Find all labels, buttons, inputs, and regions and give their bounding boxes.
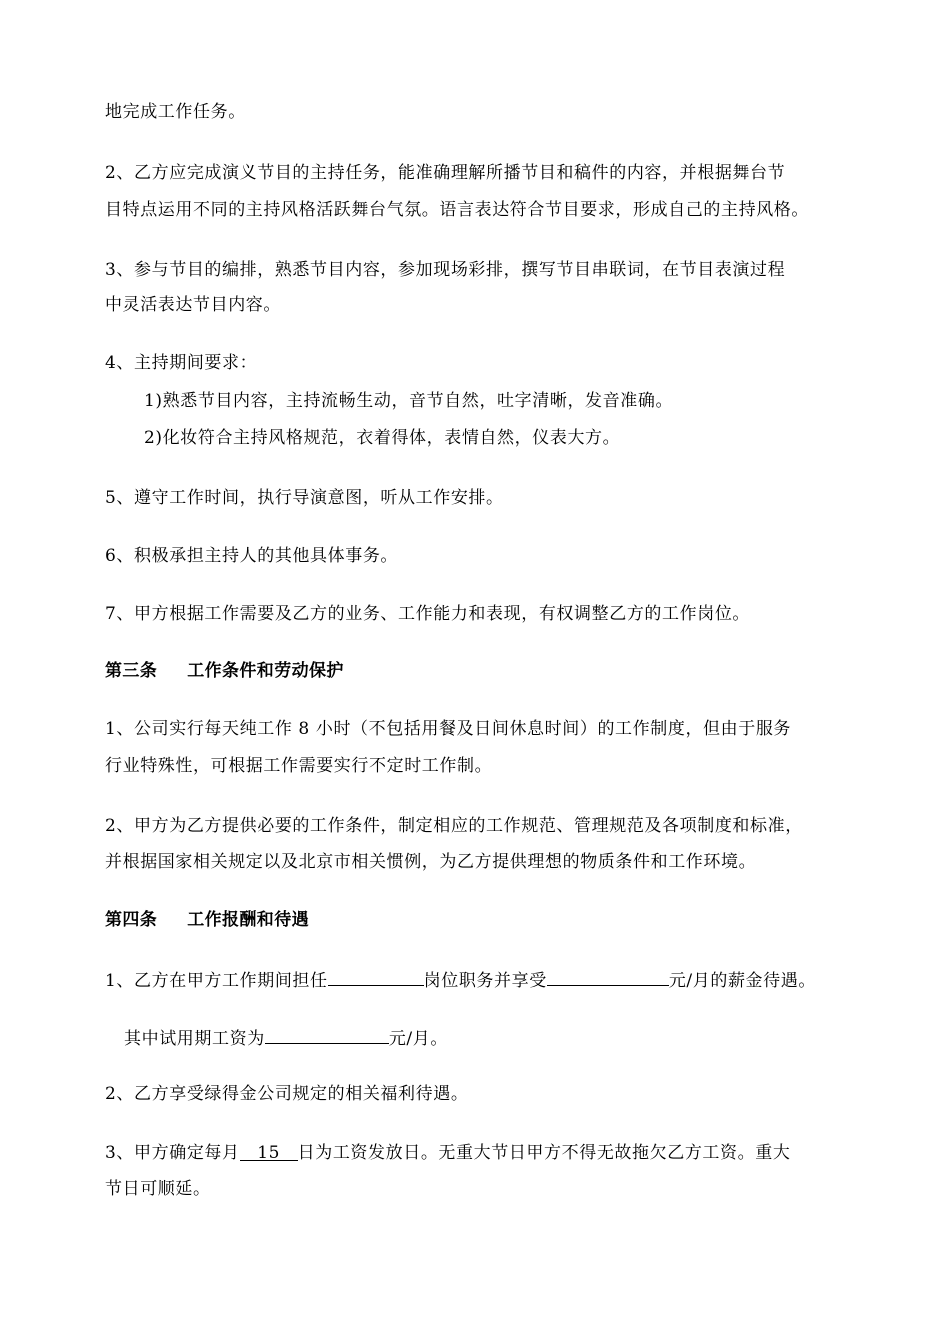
paragraph-line: 地完成工作任务。 <box>105 102 246 122</box>
salary-line <box>105 967 816 992</box>
section-3-number: 第三条 <box>105 661 158 681</box>
clause-2-line-2: 目特点运用不同的主持风格活跃舞台气氛。语言表达符合节目要求，形成自己的主持风格。 <box>105 200 809 220</box>
salary-amount-blank[interactable] <box>547 967 669 986</box>
payday-blank[interactable]: 15 <box>240 1142 298 1161</box>
section-3-title: 工作条件和劳动保护 <box>187 661 344 681</box>
section-3-clause-2-line-1: 2、甲方为乙方提供必要的工作条件，制定相应的工作规范、管理规范及各项制度和标准， <box>105 816 803 836</box>
probation-amount-blank[interactable] <box>265 1025 389 1044</box>
payday-line-2: 节日可顺延。 <box>105 1179 211 1199</box>
section-3-clause-1-line-2: 行业特殊性，可根据工作需要实行不定时工作制。 <box>105 756 493 776</box>
salary-text-2: 岗位职务并享受 <box>423 971 547 991</box>
clause-4-item-1: 1)熟悉节目内容，主持流畅生动，音节自然，吐字清晰，发音准确。 <box>144 391 674 411</box>
salary-text-1: 1、乙方在甲方工作期间担任 <box>105 971 328 991</box>
clause-3-line-2: 中灵活表达节目内容。 <box>105 295 281 315</box>
probation-text-1: 其中试用期工资为 <box>124 1029 265 1049</box>
clause-4-item-2: 2)化妆符合主持风格规范，衣着得体，表情自然，仪表大方。 <box>144 428 621 448</box>
benefits-line: 2、乙方享受绿得金公司规定的相关福利待遇。 <box>105 1084 469 1104</box>
probation-salary-line <box>124 1025 448 1050</box>
probation-text-2: 元/月。 <box>388 1029 448 1049</box>
clause-3-line-1: 3、参与节目的编排，熟悉节目内容，参加现场彩排，撰写节目串联词，在节目表演过程 <box>105 260 786 280</box>
section-3-clause-1-line-1: 1、公司实行每天纯工作 8 小时（不包括用餐及日间休息时间）的工作制度，但由于服务 <box>105 719 792 739</box>
clause-6: 6、积极承担主持人的其他具体事务。 <box>105 546 399 566</box>
position-blank[interactable] <box>328 967 424 986</box>
section-3-clause-2-line-2: 并根据国家相关规定以及北京市相关惯例，为乙方提供理想的物质条件和工作环境。 <box>105 852 757 872</box>
payday-text-1: 3、甲方确定每月 <box>105 1143 240 1163</box>
clause-4-heading: 4、主持期间要求： <box>105 353 258 373</box>
section-3-heading <box>105 660 344 682</box>
section-4-number: 第四条 <box>105 910 158 930</box>
clause-5: 5、遵守工作时间，执行导演意图，听从工作安排。 <box>105 488 504 508</box>
clause-2-line-1: 2、乙方应完成演义节目的主持任务，能准确理解所播节目和稿件的内容，并根据舞台节 <box>105 163 786 183</box>
section-4-title: 工作报酬和待遇 <box>187 910 310 930</box>
clause-7: 7、甲方根据工作需要及乙方的业务、工作能力和表现，有权调整乙方的工作岗位。 <box>105 604 751 624</box>
salary-text-3: 元/月的薪金待遇。 <box>668 971 816 991</box>
section-4-heading <box>105 909 309 931</box>
payday-line <box>105 1142 790 1164</box>
payday-text-2: 日为工资发放日。无重大节日甲方不得无故拖欠乙方工资。重大 <box>297 1143 791 1163</box>
